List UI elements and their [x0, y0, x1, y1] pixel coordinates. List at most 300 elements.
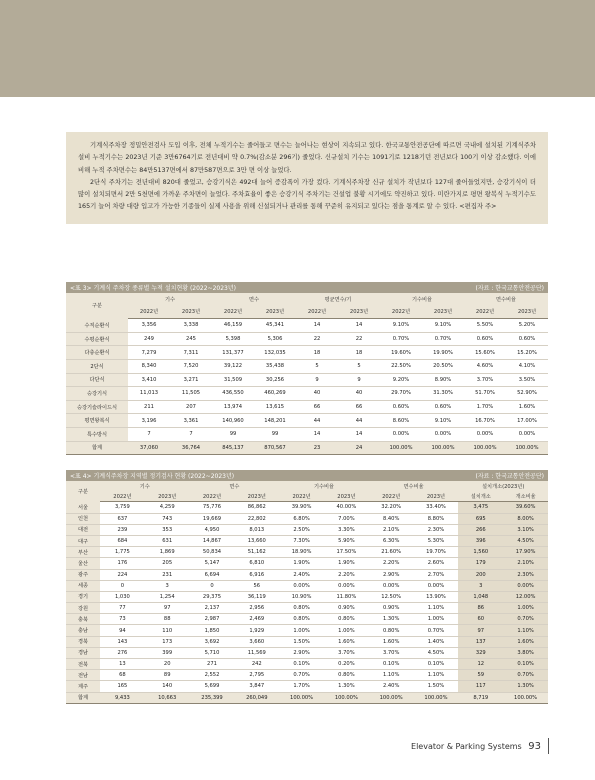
row-label: 수직순환식 — [66, 319, 128, 333]
table-cell: 173 — [145, 636, 190, 647]
table-cell: 8.90% — [422, 373, 464, 387]
table-cell: 31,509 — [212, 373, 254, 387]
row-label: 합계 — [66, 441, 128, 455]
table-cell: 14 — [296, 319, 338, 333]
year-header: 2023년 — [414, 491, 459, 502]
table-cell: 17.50% — [324, 547, 369, 558]
table-cell: 3,475 — [458, 502, 503, 513]
table-cell: 50,834 — [190, 547, 235, 558]
table-cell: 8.60% — [380, 414, 422, 428]
table-cell: 6.80% — [279, 513, 324, 524]
year-header: 2023년 — [170, 306, 212, 319]
total-row — [66, 441, 548, 455]
footer-rule — [548, 738, 549, 754]
table-cell: 100.00% — [503, 692, 548, 703]
table-cell: 0.70% — [503, 670, 548, 681]
year-header: 2023년 — [324, 491, 369, 502]
table-row — [66, 513, 548, 524]
table-cell: 18.90% — [279, 547, 324, 558]
table-cell: 22 — [296, 332, 338, 346]
table3-title: <표 3> 기계식 주차장 종류별 누적 설치현황 (2022~2023년) — [70, 285, 237, 292]
table-cell: 1,850 — [190, 625, 235, 636]
table-cell: 12.00% — [503, 591, 548, 602]
table-cell: 18 — [296, 346, 338, 360]
table-cell: 19.60% — [380, 346, 422, 360]
table-cell: 2,987 — [190, 614, 235, 625]
table-cell: 100.00% — [380, 441, 422, 455]
group-header: 면수비율 — [369, 481, 459, 491]
col-label: 구분 — [66, 293, 128, 319]
table-cell: 7 — [128, 427, 170, 441]
table-cell: 276 — [100, 647, 145, 658]
table-cell: 3.30% — [324, 524, 369, 535]
table-cell: 3,338 — [170, 319, 212, 333]
table-cell: 35,438 — [254, 359, 296, 373]
table-cell: 1.90% — [324, 558, 369, 569]
table-row — [66, 580, 548, 591]
table-cell: 4.50% — [414, 647, 459, 658]
table-cell: 235,399 — [190, 692, 235, 703]
table-cell: 2,795 — [234, 670, 279, 681]
table-cell: 1,560 — [458, 547, 503, 558]
table-cell: 743 — [145, 513, 190, 524]
table-cell: 0.00% — [464, 427, 506, 441]
table-cell: 1.00% — [414, 614, 459, 625]
table-cell: 0.80% — [324, 614, 369, 625]
table-cell: 40 — [338, 387, 380, 401]
table-row — [66, 625, 548, 636]
table-cell: 131,377 — [212, 346, 254, 360]
table-cell: 8.00% — [503, 513, 548, 524]
table-cell: 3 — [458, 580, 503, 591]
table-cell: 86 — [458, 603, 503, 614]
table-cell: 36,119 — [234, 591, 279, 602]
table-cell: 266 — [458, 524, 503, 535]
table-cell: 1.00% — [503, 603, 548, 614]
table4 — [66, 481, 548, 704]
table-cell: 200 — [458, 569, 503, 580]
table-cell: 14 — [338, 319, 380, 333]
table-cell: 0.60% — [464, 332, 506, 346]
table-cell: 14 — [296, 427, 338, 441]
table-row — [66, 427, 548, 441]
table-cell: 0.00% — [422, 427, 464, 441]
table-cell: 329 — [458, 647, 503, 658]
year-header: 2022년 — [279, 491, 324, 502]
table-cell: 9 — [296, 373, 338, 387]
table-cell: 1,030 — [100, 591, 145, 602]
table-cell: 5 — [338, 359, 380, 373]
year-header: 2023년 — [506, 306, 548, 319]
group-header: 기수비율 — [380, 293, 464, 306]
table-cell: 23 — [296, 441, 338, 455]
table-row — [66, 614, 548, 625]
table-cell: 39,122 — [212, 359, 254, 373]
table-cell: 396 — [458, 535, 503, 546]
table-cell: 1.60% — [506, 400, 548, 414]
table-cell: 11.80% — [324, 591, 369, 602]
table-cell: 0.80% — [324, 670, 369, 681]
table-cell: 73 — [100, 614, 145, 625]
table-cell: 870,567 — [254, 441, 296, 455]
group-header: 설치개소(2023년) — [458, 481, 548, 491]
table-cell: 140 — [145, 681, 190, 692]
table-cell: 0.60% — [422, 400, 464, 414]
table-cell: 1.90% — [279, 558, 324, 569]
table-cell: 15.20% — [506, 346, 548, 360]
row-label: 승강기슬라이드식 — [66, 400, 128, 414]
row-label: 합계 — [66, 692, 100, 703]
table-cell: 0.90% — [369, 603, 414, 614]
year-header: 2023년 — [234, 491, 279, 502]
table-cell: 0.70% — [414, 625, 459, 636]
table-cell: 0 — [100, 580, 145, 591]
table-cell: 1.60% — [369, 636, 414, 647]
table-cell: 29.70% — [380, 387, 422, 401]
table-cell: 399 — [145, 647, 190, 658]
table-cell: 148,201 — [254, 414, 296, 428]
table4-title: <표 4> 기계식주차장 지역별 정기검사 현황 (2022~2023년) — [70, 473, 235, 480]
row-label: 대구 — [66, 535, 100, 546]
year-header: 2022년 — [100, 491, 145, 502]
table-row — [66, 400, 548, 414]
row-label: 다단식 — [66, 373, 128, 387]
table-cell: 1.30% — [369, 614, 414, 625]
table-cell: 143 — [100, 636, 145, 647]
table-cell: 0.10% — [503, 659, 548, 670]
table-cell: 68 — [100, 670, 145, 681]
row-label: 충남 — [66, 625, 100, 636]
table-row — [66, 414, 548, 428]
table-cell: 1.30% — [503, 681, 548, 692]
table-cell: 3,361 — [170, 414, 212, 428]
intro-paragraph: 2단식 주차기는 전년대비 820대 줄었고, 승강기식은 492대 늘어 증감폭이 가장 컸다. 기계식주차장 신규 설치가 작년보다 127대 줄어들었지만, 승강기식이 더 많이 설치되면서 2만 5천면에 가까운 주차면이 늘었다. 주차효율이 좋은 승강기식 주차기는 건설업 불황 시기에도 약진하고 있다. 미란가지로 평면 왕복식 누적기수도 165기 늘어 차량 대량 입고가 가능한 기종들이 실제 사용을 위해 신설되거나 관리를 통해 꾸준히 유지되고 있다는 점을 통계로 알 수 있다. <편집자 주> — [78, 178, 536, 211]
table-cell: 2.10% — [503, 558, 548, 569]
row-label: 제주 — [66, 681, 100, 692]
table-cell: 17.00% — [506, 414, 548, 428]
table-cell: 179 — [458, 558, 503, 569]
table-cell: 1,869 — [145, 547, 190, 558]
table-cell: 0.10% — [414, 659, 459, 670]
table-cell: 1.10% — [503, 625, 548, 636]
table-cell: 11,013 — [128, 387, 170, 401]
table-cell: 19.70% — [414, 547, 459, 558]
table-cell: 1,929 — [234, 625, 279, 636]
table-cell: 40.00% — [324, 502, 369, 513]
table-cell: 0.70% — [380, 332, 422, 346]
year-header: 2022년 — [369, 491, 414, 502]
table-cell: 10,663 — [145, 692, 190, 703]
table-cell: 0.20% — [324, 659, 369, 670]
table-cell: 117 — [458, 681, 503, 692]
table-cell: 242 — [234, 659, 279, 670]
table-cell: 7.00% — [324, 513, 369, 524]
table-cell: 1,048 — [458, 591, 503, 602]
table-cell: 211 — [128, 400, 170, 414]
row-label: 대전 — [66, 524, 100, 535]
table-cell: 0.10% — [279, 659, 324, 670]
table-cell: 5.20% — [506, 319, 548, 333]
table-cell: 14,867 — [190, 535, 235, 546]
table-cell: 249 — [128, 332, 170, 346]
table-cell: 9.10% — [422, 414, 464, 428]
table-cell: 44 — [296, 414, 338, 428]
table-cell: 45,341 — [254, 319, 296, 333]
table-cell: 0.00% — [414, 580, 459, 591]
table-cell: 0.60% — [380, 400, 422, 414]
table-cell: 0.80% — [279, 614, 324, 625]
year-header: 2022년 — [296, 306, 338, 319]
table-cell: 66 — [296, 400, 338, 414]
table-cell: 1.60% — [503, 636, 548, 647]
group-header: 기수 — [100, 481, 190, 491]
table-cell: 0.00% — [324, 580, 369, 591]
table-cell: 165 — [100, 681, 145, 692]
page-number: 93 — [528, 741, 541, 752]
row-label: 수평순환식 — [66, 332, 128, 346]
table-cell: 94 — [100, 625, 145, 636]
table-cell: 6,916 — [234, 569, 279, 580]
table-cell: 30,256 — [254, 373, 296, 387]
table-cell: 99 — [212, 427, 254, 441]
group-header: 면수 — [212, 293, 296, 306]
table-cell: 97 — [458, 625, 503, 636]
row-label: 경북 — [66, 636, 100, 647]
table-row — [66, 524, 548, 535]
table-cell: 2.50% — [279, 524, 324, 535]
row-label: 2단식 — [66, 359, 128, 373]
table-cell: 3,196 — [128, 414, 170, 428]
table-row — [66, 359, 548, 373]
row-label: 승강기식 — [66, 387, 128, 401]
table-cell: 1.00% — [324, 625, 369, 636]
table-cell: 0.00% — [369, 580, 414, 591]
table-cell: 0 — [190, 580, 235, 591]
table-cell: 140,960 — [212, 414, 254, 428]
row-label: 다층순환식 — [66, 346, 128, 360]
table4-header — [66, 470, 548, 481]
table-cell: 5,306 — [254, 332, 296, 346]
table-cell: 0.10% — [369, 659, 414, 670]
table-cell: 56 — [234, 580, 279, 591]
table-cell: 2.70% — [414, 569, 459, 580]
table-cell: 66 — [338, 400, 380, 414]
table-cell: 12.50% — [369, 591, 414, 602]
table-cell: 51,162 — [234, 547, 279, 558]
table-row — [66, 636, 548, 647]
table-row — [66, 603, 548, 614]
table-cell: 0.60% — [506, 332, 548, 346]
table-row — [66, 332, 548, 346]
table-row — [66, 670, 548, 681]
row-label: 서울 — [66, 502, 100, 513]
table-cell: 4.10% — [506, 359, 548, 373]
year-header: 2022년 — [212, 306, 254, 319]
table-row — [66, 547, 548, 558]
table-cell: 8,013 — [234, 524, 279, 535]
table-row — [66, 373, 548, 387]
table-cell: 2.40% — [279, 569, 324, 580]
table-cell: 231 — [145, 569, 190, 580]
table-cell: 1.10% — [414, 603, 459, 614]
page-footer — [411, 741, 541, 752]
table-cell: 3,356 — [128, 319, 170, 333]
table-cell: 86,862 — [234, 502, 279, 513]
table-cell: 2.30% — [414, 524, 459, 535]
table-cell: 9 — [338, 373, 380, 387]
table-cell: 39.60% — [503, 502, 548, 513]
table-row — [66, 591, 548, 602]
table-cell: 176 — [100, 558, 145, 569]
table-cell: 1.10% — [369, 670, 414, 681]
intro-box — [66, 132, 548, 224]
table3-section — [66, 282, 548, 455]
table-cell: 8.80% — [414, 513, 459, 524]
group-header: 면수 — [190, 481, 280, 491]
table-cell: 97 — [145, 603, 190, 614]
table-cell: 5,147 — [190, 558, 235, 569]
table-cell: 21.60% — [369, 547, 414, 558]
table-cell: 4.60% — [464, 359, 506, 373]
table-cell: 2.20% — [369, 558, 414, 569]
table-cell: 100.00% — [369, 692, 414, 703]
table-cell: 0.80% — [369, 625, 414, 636]
table-cell: 9,433 — [100, 692, 145, 703]
table-cell: 1.60% — [324, 636, 369, 647]
table-cell: 4.50% — [503, 535, 548, 546]
table-cell: 1.40% — [414, 636, 459, 647]
table-cell: 3,410 — [128, 373, 170, 387]
table-cell: 7,311 — [170, 346, 212, 360]
table-row — [66, 569, 548, 580]
table-cell: 1.50% — [414, 681, 459, 692]
table-cell: 1.50% — [279, 636, 324, 647]
table-cell: 77 — [100, 603, 145, 614]
table-cell: 39.90% — [279, 502, 324, 513]
table-cell: 3.50% — [506, 373, 548, 387]
table-cell: 13,615 — [254, 400, 296, 414]
table-cell: 5,398 — [212, 332, 254, 346]
table-cell: 637 — [100, 513, 145, 524]
table-cell: 10.90% — [279, 591, 324, 602]
table-cell: 15.60% — [464, 346, 506, 360]
table-cell: 20 — [145, 659, 190, 670]
table-cell: 17.90% — [503, 547, 548, 558]
table-cell: 0.70% — [422, 332, 464, 346]
table-row — [66, 647, 548, 658]
row-label: 부산 — [66, 547, 100, 558]
table-cell: 5.30% — [414, 535, 459, 546]
table-cell: 8,340 — [128, 359, 170, 373]
table-cell: 1.00% — [279, 625, 324, 636]
table-cell: 2.20% — [324, 569, 369, 580]
table-cell: 100.00% — [422, 441, 464, 455]
table-cell: 89 — [145, 670, 190, 681]
table-cell: 2.30% — [503, 569, 548, 580]
total-row — [66, 692, 548, 703]
table-cell: 3.10% — [503, 524, 548, 535]
table-row — [66, 387, 548, 401]
row-label: 광주 — [66, 569, 100, 580]
table-row — [66, 346, 548, 360]
table-cell: 2.60% — [414, 558, 459, 569]
table-cell: 51.70% — [464, 387, 506, 401]
table-cell: 3 — [145, 580, 190, 591]
table-cell: 6,694 — [190, 569, 235, 580]
table-cell: 353 — [145, 524, 190, 535]
table-cell: 100.00% — [464, 441, 506, 455]
table-cell: 132,035 — [254, 346, 296, 360]
row-label: 전북 — [66, 659, 100, 670]
table-cell: 6.30% — [369, 535, 414, 546]
table-cell: 207 — [170, 400, 212, 414]
table-cell: 5,699 — [190, 681, 235, 692]
table-cell: 8.40% — [369, 513, 414, 524]
table-cell: 460,269 — [254, 387, 296, 401]
table-cell: 1.10% — [414, 670, 459, 681]
table-cell: 3.70% — [464, 373, 506, 387]
table-cell: 4,950 — [190, 524, 235, 535]
table-row — [66, 659, 548, 670]
table-cell: 100.00% — [414, 692, 459, 703]
group-header: 면수비율 — [464, 293, 548, 306]
table-cell: 7.30% — [279, 535, 324, 546]
table3-source: (자료 : 한국교통안전공단) — [475, 285, 544, 292]
row-label: 특수방식 — [66, 427, 128, 441]
table4-section — [66, 470, 548, 704]
row-label: 세종 — [66, 580, 100, 591]
row-label: 경남 — [66, 647, 100, 658]
table-cell: 3,660 — [234, 636, 279, 647]
table-cell: 845,137 — [212, 441, 254, 455]
row-label: 울산 — [66, 558, 100, 569]
table-cell: 205 — [145, 558, 190, 569]
group-header: 평균면수/기 — [296, 293, 380, 306]
table-cell: 0.00% — [506, 427, 548, 441]
table-cell: 631 — [145, 535, 190, 546]
table-cell: 19.90% — [422, 346, 464, 360]
table-cell: 5.50% — [464, 319, 506, 333]
table-cell: 29,375 — [190, 591, 235, 602]
table-cell: 88 — [145, 614, 190, 625]
row-label: 전남 — [66, 670, 100, 681]
table-cell: 18 — [338, 346, 380, 360]
table-cell: 46,159 — [212, 319, 254, 333]
table-cell: 2.40% — [369, 681, 414, 692]
table-cell: 2.10% — [369, 524, 414, 535]
table-cell: 2,137 — [190, 603, 235, 614]
year-header: 2023년 — [254, 306, 296, 319]
group-header: 기수비율 — [279, 481, 369, 491]
table-cell: 75,776 — [190, 502, 235, 513]
table-cell: 11,569 — [234, 647, 279, 658]
table-cell: 245 — [170, 332, 212, 346]
table-cell: 0.80% — [279, 603, 324, 614]
table-cell: 100.00% — [506, 441, 548, 455]
table-cell: 6,810 — [234, 558, 279, 569]
table-cell: 31.30% — [422, 387, 464, 401]
table-cell: 36,764 — [170, 441, 212, 455]
row-label: 경기 — [66, 591, 100, 602]
table-cell: 3,692 — [190, 636, 235, 647]
table-row — [66, 681, 548, 692]
year-header: 2022년 — [190, 491, 235, 502]
table-cell: 9.20% — [380, 373, 422, 387]
table-cell: 0.00% — [279, 580, 324, 591]
table-cell: 260,049 — [234, 692, 279, 703]
header-band — [0, 0, 595, 97]
table-cell: 5.90% — [324, 535, 369, 546]
